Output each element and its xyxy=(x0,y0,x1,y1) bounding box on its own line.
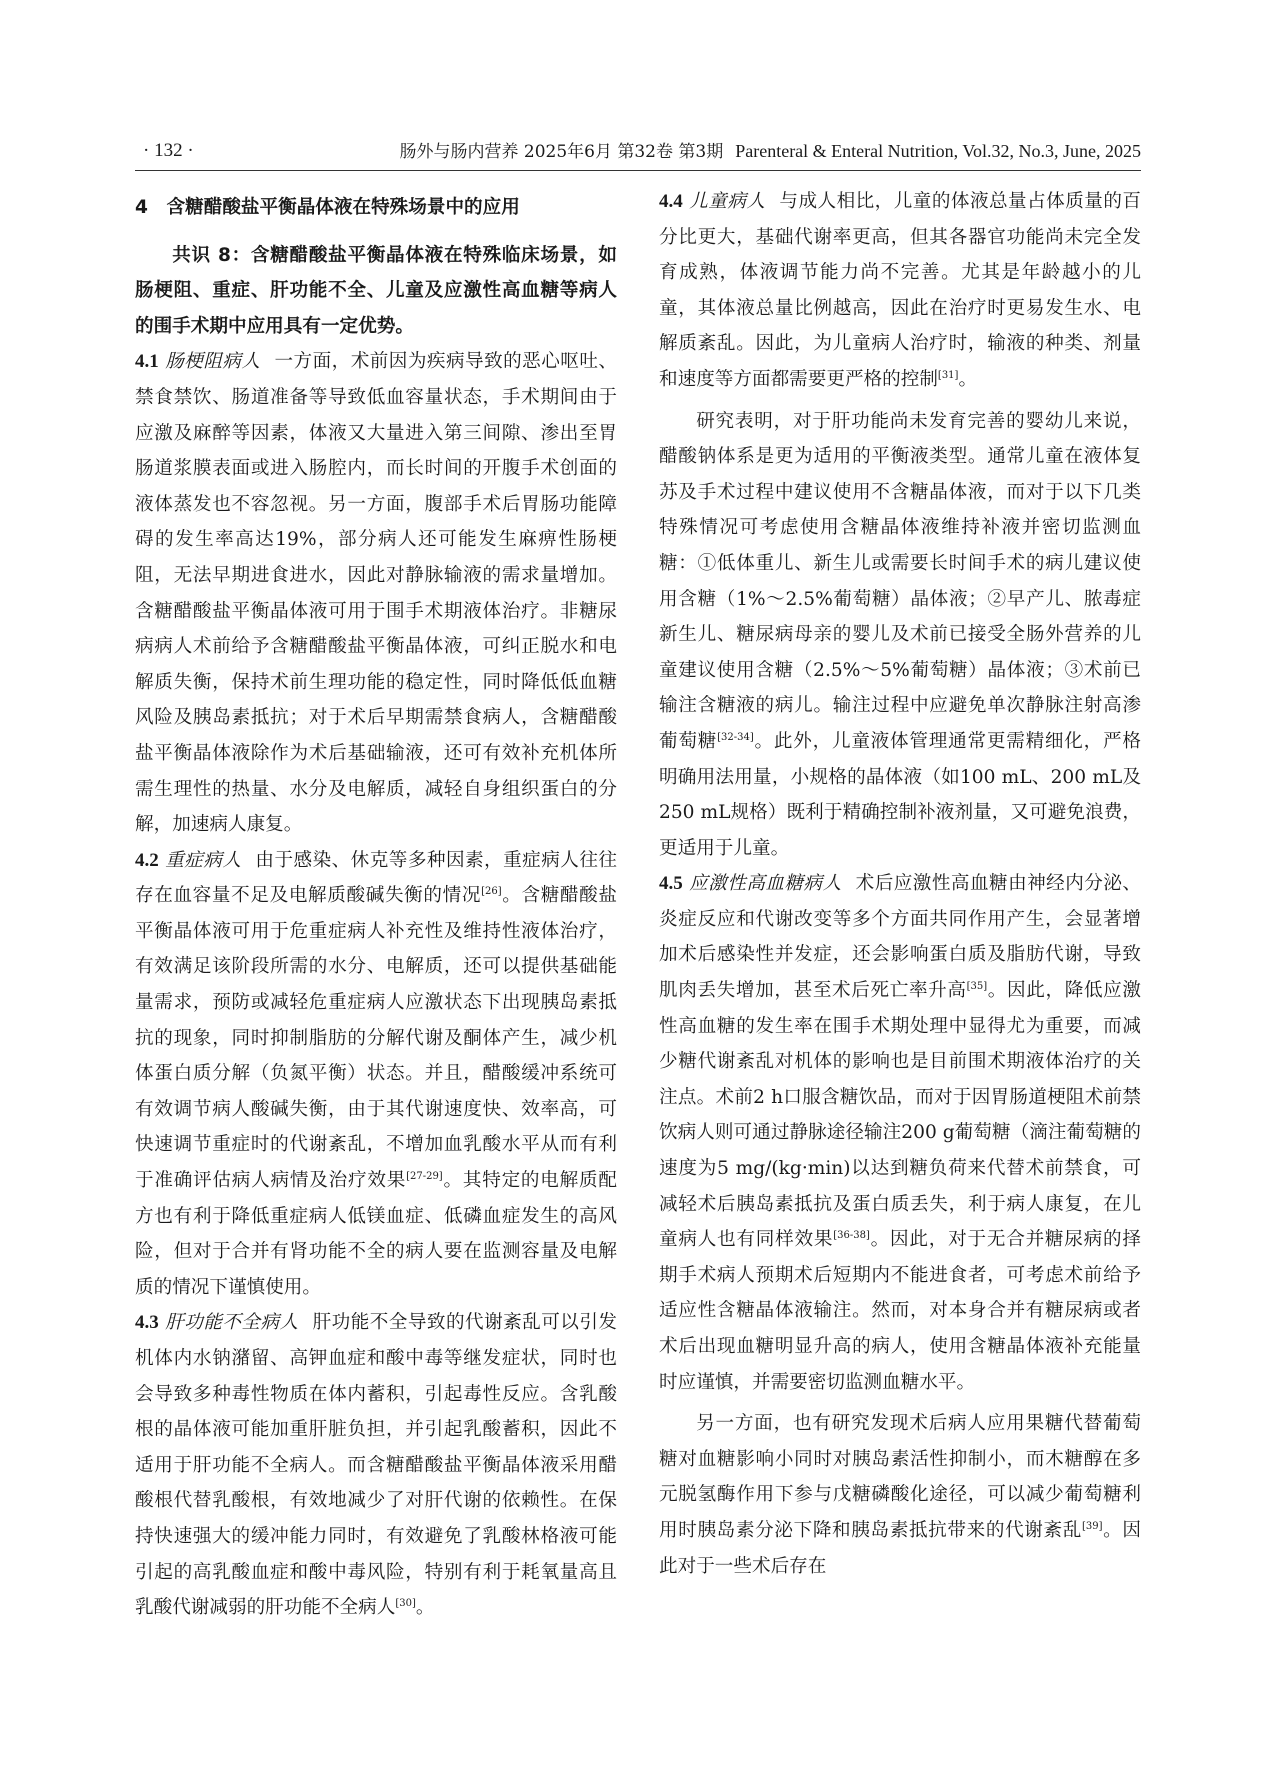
section-4-5-p2-text-b: 。因此对于一些术后存在 xyxy=(659,1519,1141,1577)
left-column xyxy=(135,184,617,1626)
section-4-3-number: 4.3 xyxy=(135,1312,159,1334)
section-4-2-text-c: 。其特定的电解质配方也有利于降低重症病人低镁血症、低磷血症发生的高风险，但对于合并有肾功能不全的病人要在监测容量及电解质的情况下谨慎使用。 xyxy=(135,1170,617,1298)
citation: [30] xyxy=(395,1597,416,1609)
citation: [27-29] xyxy=(406,1170,443,1182)
citation: [35] xyxy=(966,980,988,992)
consensus-8: 共识 8：含糖醋酸盐平衡晶体液在特殊临床场景，如肠梗阻、重症、肝功能不全、儿童及应激性高血糖等病人的围手术期中应用具有一定优势。 xyxy=(135,244,617,337)
journal-title-cn: 肠外与肠内营养 2025年6月 第32卷 第3期 xyxy=(399,142,724,162)
section-4-2-title: 重症病人 xyxy=(164,849,242,871)
section-4-3-text-b: 。 xyxy=(415,1597,435,1619)
section-4-3 xyxy=(135,1305,617,1625)
section-4-4-title: 儿童病人 xyxy=(688,191,766,212)
section-4-4-p2-text-a: 研究表明，对于肝功能尚未发育完善的婴幼儿来说，醋酸钠体系是更为适用的平衡液类型。通常儿童在液体复苏及手术过程中建议使用不含糖晶体液，而对于以下几类特殊情况可考虑使用含糖晶体液维持补液并密切监测血糖：①低体重儿、新生儿或需要长时间手术的病儿建议使用含糖（1%～2.5%葡萄糖）晶体液；②早产儿、脓毒症新生儿、糖尿病母亲的婴儿及术前已接受全肠外营养的儿童建议使用含糖（2.5%～5%葡萄糖）晶体液；③术前已输注含糖液的病儿。输注过程中应避免单次静脉注射高渗葡萄糖 xyxy=(659,410,1141,752)
section-4-1-text: 一方面，术前因为疾病导致的恶心呕吐、禁食禁饮、肠道准备等导致低血容量状态，手术期间由于应激及麻醉等因素，体液又大量进入第三间隙、渗出至胃肠道浆膜表面或进入肠腔内，而长时间的开腹手术创面的液体蒸发也不容忽视。另一方面，腹部手术后胃肠功能障碍的发生率高达19%，部分病人还可能发生麻痹性肠梗阻，无法早期进食进水，因此对静脉输液的需求量增加。含糖醋酸盐平衡晶体液可用于围手术期液体治疗。非糖尿病病人术前给予含糖醋酸盐平衡晶体液，可纠正脱水和电解质失衡，保持术前生理功能的稳定性，同时降低低血糖风险及胰岛素抵抗；对于术后早期需禁食病人，含糖醋酸盐平衡晶体液除作为术后基础输液，还可有效补充机体所需生理性的热量、水分及电解质，减轻自身组织蛋白的分解，加速病人康复。 xyxy=(135,351,617,836)
section-4-2-text-b: 。含糖醋酸盐平衡晶体液可用于危重症病人补充性及维持性液体治疗，有效满足该阶段所需的水分、电解质，还可以提供基础能量需求，预防或减轻危重症病人应激状态下出现胰岛素抵抗的现象，同时抑制脂肪的分解代谢及酮体产生，减少机体蛋白质分解（负氮平衡）状态。并且，醋酸缓冲系统可有效调节病人酸碱失衡，由于其代谢速度快、效率高，可快速调节重症时的代谢紊乱，不增加血乳酸水平从而有利于准确评估病人病情及治疗效果 xyxy=(135,885,617,1192)
section-4-1 xyxy=(135,344,617,842)
journal-info xyxy=(399,136,1141,167)
section-4-5-p2-text-a: 另一方面，也有研究发现术后病人应用果糖代替葡萄糖对血糖影响小同时对胰岛素活性抑制小，而木糖醇在多元脱氢酶作用下参与戊糖磷酸化途径，可以减少葡萄糖利用时胰岛素分泌下降和胰岛素抵抗带来的代谢紊乱 xyxy=(659,1413,1141,1541)
section-4-4-paragraph-2 xyxy=(659,404,1141,867)
running-header xyxy=(135,136,1141,166)
citation: [39] xyxy=(1082,1520,1103,1532)
section-4-heading: 4 含糖醋酸盐平衡晶体液在特殊场景中的应用 xyxy=(135,197,520,218)
section-4-1-title: 肠梗阻病人 xyxy=(164,351,261,373)
section-4-4-text-b: 。 xyxy=(958,368,978,390)
section-4-5-title: 应激性高血糖病人 xyxy=(688,873,842,895)
section-4-2-text-a: 由于感染、休克等多种因素，重症病人往往存在血容量不足及电解质酸碱失衡的情况 xyxy=(135,849,617,907)
section-4-4-text-a: 与成人相比，儿童的体液总量占体质量的百分比更大，基础代谢率更高，但其各器官功能尚未完全发育成熟，体液调节能力尚不完善。尤其是年龄越小的儿童，其体液总量比例越高，因此在治疗时更易发生水、电解质紊乱。因此，为儿童病人治疗时，输液的种类、剂量和速度等方面都需要更严格的控制 xyxy=(659,191,1141,390)
citation: [36-38] xyxy=(833,1230,870,1242)
section-4-5 xyxy=(659,866,1141,1400)
section-4-1-number: 4.1 xyxy=(135,351,159,373)
section-4-3-text-a: 肝功能不全导致的代谢紊乱可以引发机体内水钠潴留、高钾血症和酸中毒等继发症状，同时也会导致多种毒性物质在体内蓄积，引起毒性反应。含乳酸根的晶体液可能加重肝脏负担，并引起乳酸蓄积，因此不适用于肝功能不全病人。而含糖醋酸盐平衡晶体液采用醋酸根代替乳酸根，有效地减少了对肝代谢的依赖性。在保持快速强大的缓冲能力同时，有效避免了乳酸林格液可能引起的高乳酸血症和酸中毒风险，特别有利于耗氧量高且乳酸代谢减弱的肝功能不全病人 xyxy=(135,1312,617,1619)
right-column xyxy=(659,184,1141,1584)
page-number: · 132 · xyxy=(143,140,194,161)
section-4-3-title: 肝功能不全病人 xyxy=(164,1312,299,1334)
section-4-4 xyxy=(659,184,1141,398)
section-4-5-number: 4.5 xyxy=(659,873,683,895)
header-rule xyxy=(135,170,1141,171)
journal-title-en: Parenteral & Enteral Nutrition, Vol.32, No.3, June, 2025 xyxy=(735,141,1141,161)
section-4-5-text-b: 。因此，降低应激性高血糖的发生率在围手术期处理中显得尤为重要，而减少糖代谢紊乱对机体的影响也是目前围术期液体治疗的关注点。术前2 h口服含糖饮品，而对于因胃肠道梗阻术前禁饮病人则可通过静脉途径输注200 g葡萄糖（滴注葡萄糖的速度为5 mg/(kg·min)以达到糖负荷来代替术前禁食，可减轻术后胰岛素抵抗及蛋白质丢失，利于病人康复，在儿童病人也有同样效果 xyxy=(659,980,1141,1251)
citation: [31] xyxy=(937,369,959,381)
citation: [26] xyxy=(481,886,502,898)
section-4-5-text-c: 。因此，对于无合并糖尿病的择期手术病人预期术后短期内不能进食者，可考虑术前给予适应性含糖晶体液输注。然而，对本身合并有糖尿病或者术后出现血糖明显升高的病人，使用含糖晶体液补充能量时应谨慎，并需要密切监测血糖水平。 xyxy=(659,1229,1141,1393)
section-4-4-number: 4.4 xyxy=(659,191,683,212)
section-4-2 xyxy=(135,843,617,1306)
section-4-4-p2-text-b: 。此外，儿童液体管理通常更需精细化，严格明确用法用量，小规格的晶体液（如100 mL、200 mL及250 mL规格）既利于精确控制补液剂量，又可避免浪费，更适用于儿童。 xyxy=(659,730,1141,859)
section-4-5-paragraph-2 xyxy=(659,1406,1141,1584)
section-4-2-number: 4.2 xyxy=(135,849,159,871)
citation: [32-34] xyxy=(717,731,754,743)
section-4-5-text-a: 术后应激性高血糖由神经内分泌、炎症反应和代谢改变等多个方面共同作用产生，会显著增加术后感染性并发症，还会影响蛋白质及脂肪代谢，导致肌肉丢失增加，甚至术后死亡率升高 xyxy=(659,873,1141,1002)
